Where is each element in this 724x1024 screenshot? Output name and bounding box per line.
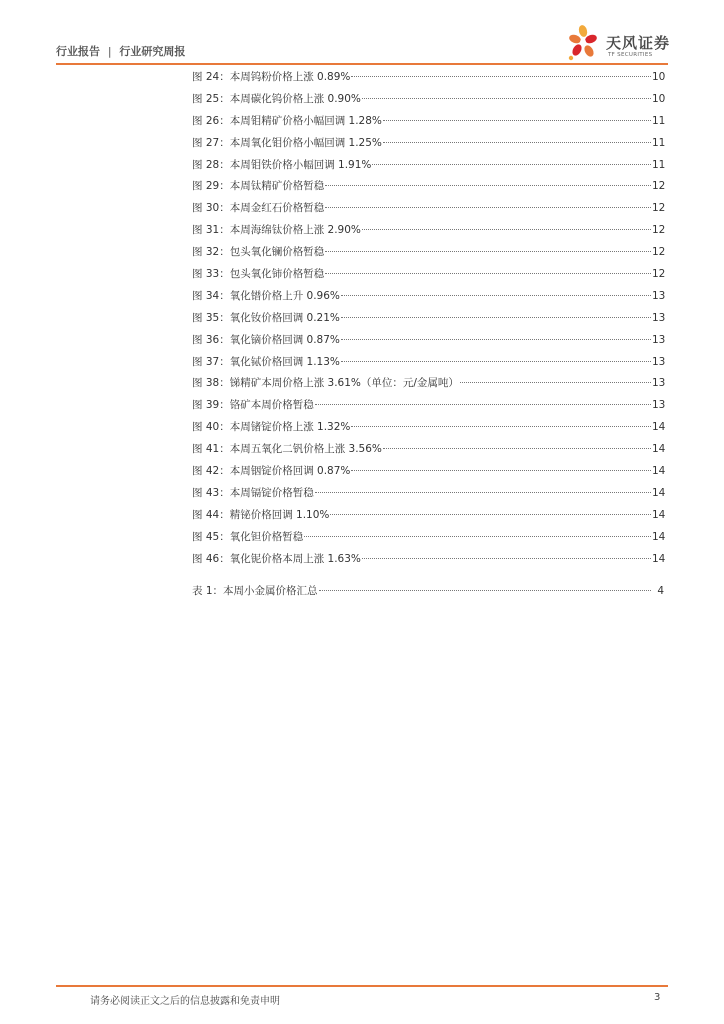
toc-dot-leader — [351, 76, 651, 77]
toc-figure-entry[interactable] — [192, 155, 664, 177]
toc-entry-page: 14 — [652, 421, 666, 434]
toc-dot-leader — [330, 514, 651, 515]
toc-figure-entry[interactable] — [192, 395, 664, 417]
toc-dot-leader — [341, 295, 651, 296]
toc-dot-leader — [383, 448, 651, 449]
toc-entry-label: 图 37：氧化铽价格回调 1.13% — [192, 355, 340, 368]
table-list — [192, 581, 664, 603]
toc-entry-page: 14 — [652, 530, 666, 543]
header-title — [56, 43, 185, 59]
toc-entry-page: 14 — [652, 508, 666, 521]
toc-entry-label: 图 31：本周海绵钛价格上涨 2.90% — [192, 224, 361, 237]
toc-entry-page: 14 — [652, 443, 666, 456]
toc-dot-leader — [351, 470, 651, 471]
toc-figure-entry[interactable] — [192, 373, 664, 395]
header-report-series: 行业研究周报 — [119, 45, 186, 58]
table-of-contents — [192, 67, 664, 603]
toc-entry-page: 14 — [652, 465, 666, 478]
toc-dot-leader — [362, 229, 651, 230]
company-logo — [566, 24, 676, 62]
toc-entry-page: 13 — [652, 311, 666, 324]
toc-figure-entry[interactable] — [192, 286, 664, 308]
toc-dot-leader — [325, 185, 651, 186]
toc-entry-label: 图 40：本周锗锭价格上涨 1.32% — [192, 421, 351, 434]
toc-figure-entry[interactable] — [192, 67, 664, 89]
toc-figure-entry[interactable] — [192, 352, 664, 374]
toc-entry-label: 图 41：本周五氧化二钒价格上涨 3.56% — [192, 443, 382, 456]
toc-dot-leader — [383, 120, 651, 121]
toc-entry-page: 13 — [652, 355, 666, 368]
figure-list — [192, 67, 664, 570]
toc-entry-page: 10 — [652, 92, 666, 105]
toc-entry-label: 图 43：本周镉锭价格暂稳 — [192, 486, 314, 499]
toc-entry-label: 图 28：本周钼铁价格小幅回调 1.91% — [192, 158, 372, 171]
logo-subtitle: TF SECURITIES — [608, 52, 653, 58]
toc-dot-leader — [304, 536, 651, 537]
toc-figure-entry[interactable] — [192, 483, 664, 505]
toc-entry-page: 11 — [652, 136, 666, 149]
toc-dot-leader — [325, 207, 651, 208]
toc-figure-entry[interactable] — [192, 198, 664, 220]
toc-table-entry[interactable] — [192, 581, 664, 603]
toc-dot-leader — [362, 558, 651, 559]
header-report-type: 行业报告 — [56, 45, 100, 58]
toc-entry-page: 12 — [652, 180, 666, 193]
toc-entry-label: 图 24：本周钨粉价格上涨 0.89% — [192, 71, 351, 83]
header-divider — [56, 63, 668, 65]
toc-entry-label: 图 35：氧化钕价格回调 0.21% — [192, 311, 340, 324]
toc-entry-page: 13 — [652, 333, 666, 346]
toc-figure-entry[interactable] — [192, 308, 664, 330]
toc-dot-leader — [460, 382, 651, 383]
toc-entry-label: 图 30：本周金红石价格暂稳 — [192, 202, 325, 215]
toc-entry-page: 13 — [652, 377, 666, 390]
toc-figure-entry[interactable] — [192, 417, 664, 439]
toc-figure-entry[interactable] — [192, 220, 664, 242]
toc-dot-leader — [341, 339, 651, 340]
toc-entry-label: 图 39：铬矿本周价格暂稳 — [192, 399, 314, 412]
toc-dot-leader — [325, 251, 651, 252]
footer-disclaimer: 请务必阅读正文之后的信息披露和免责申明 — [90, 996, 280, 1007]
toc-dot-leader — [315, 404, 651, 405]
toc-entry-page: 10 — [652, 71, 666, 83]
toc-entry-page: 11 — [652, 158, 666, 171]
toc-dot-leader — [315, 492, 651, 493]
toc-entry-page: 4 — [657, 585, 664, 598]
toc-entry-label: 图 32：包头氧化镧价格暂稳 — [192, 246, 325, 259]
footer-page-number: 3 — [654, 992, 661, 1003]
toc-figure-entry[interactable] — [192, 439, 664, 461]
toc-figure-entry[interactable] — [192, 330, 664, 352]
toc-entry-page: 13 — [652, 399, 666, 412]
toc-entry-label: 图 46：氧化铌价格本周上涨 1.63% — [192, 552, 361, 565]
toc-entry-page: 12 — [652, 246, 666, 259]
toc-figure-entry[interactable] — [192, 264, 664, 286]
toc-entry-page: 14 — [652, 486, 666, 499]
toc-entry-label: 图 44：精铋价格回调 1.10% — [192, 508, 330, 521]
toc-dot-leader — [341, 361, 651, 362]
toc-gap — [192, 570, 664, 581]
logo-name: 天风证券 — [606, 34, 671, 52]
toc-figure-entry[interactable] — [192, 176, 664, 198]
toc-dot-leader — [383, 142, 651, 143]
toc-dot-leader — [319, 590, 651, 591]
toc-figure-entry[interactable] — [192, 461, 664, 483]
toc-figure-entry[interactable] — [192, 242, 664, 264]
toc-entry-label: 图 38：锑精矿本周价格上涨 3.61%（单位：元/金属吨） — [192, 377, 459, 390]
header-separator: | — [107, 45, 112, 58]
toc-figure-entry[interactable] — [192, 527, 664, 549]
toc-entry-page: 12 — [652, 202, 666, 215]
toc-figure-entry[interactable] — [192, 505, 664, 527]
toc-entry-page: 14 — [652, 552, 666, 565]
toc-entry-label: 图 29：本周钛精矿价格暂稳 — [192, 180, 325, 193]
footer-divider — [56, 985, 668, 987]
toc-dot-leader — [325, 273, 651, 274]
toc-figure-entry[interactable] — [192, 549, 664, 571]
toc-entry-label: 图 27：本周氧化钼价格小幅回调 1.25% — [192, 136, 382, 149]
toc-entry-label: 图 45：氧化钽价格暂稳 — [192, 530, 304, 543]
toc-entry-page: 12 — [652, 224, 666, 237]
toc-entry-page: 13 — [652, 289, 666, 302]
toc-entry-label: 图 42：本周铟锭价格回调 0.87% — [192, 465, 351, 478]
toc-figure-entry[interactable] — [192, 89, 664, 111]
toc-entry-label: 表 1：本周小金属价格汇总 — [192, 585, 318, 598]
toc-dot-leader — [351, 426, 651, 427]
toc-entry-page: 12 — [652, 268, 666, 281]
toc-entry-label: 图 34：氧化镨价格上升 0.96% — [192, 289, 340, 302]
logo-flower-icon — [566, 24, 600, 62]
toc-figure-entry[interactable] — [192, 133, 664, 155]
toc-entry-label: 图 26：本周钼精矿价格小幅回调 1.28% — [192, 114, 382, 127]
toc-entry-label: 图 36：氧化镝价格回调 0.87% — [192, 333, 340, 346]
toc-dot-leader — [341, 317, 651, 318]
toc-entry-label: 图 25：本周碳化钨价格上涨 0.90% — [192, 92, 361, 105]
toc-dot-leader — [372, 164, 651, 165]
toc-entry-label: 图 33：包头氧化铈价格暂稳 — [192, 268, 325, 281]
toc-entry-page: 11 — [652, 114, 666, 127]
toc-figure-entry[interactable] — [192, 111, 664, 133]
toc-dot-leader — [362, 98, 651, 99]
